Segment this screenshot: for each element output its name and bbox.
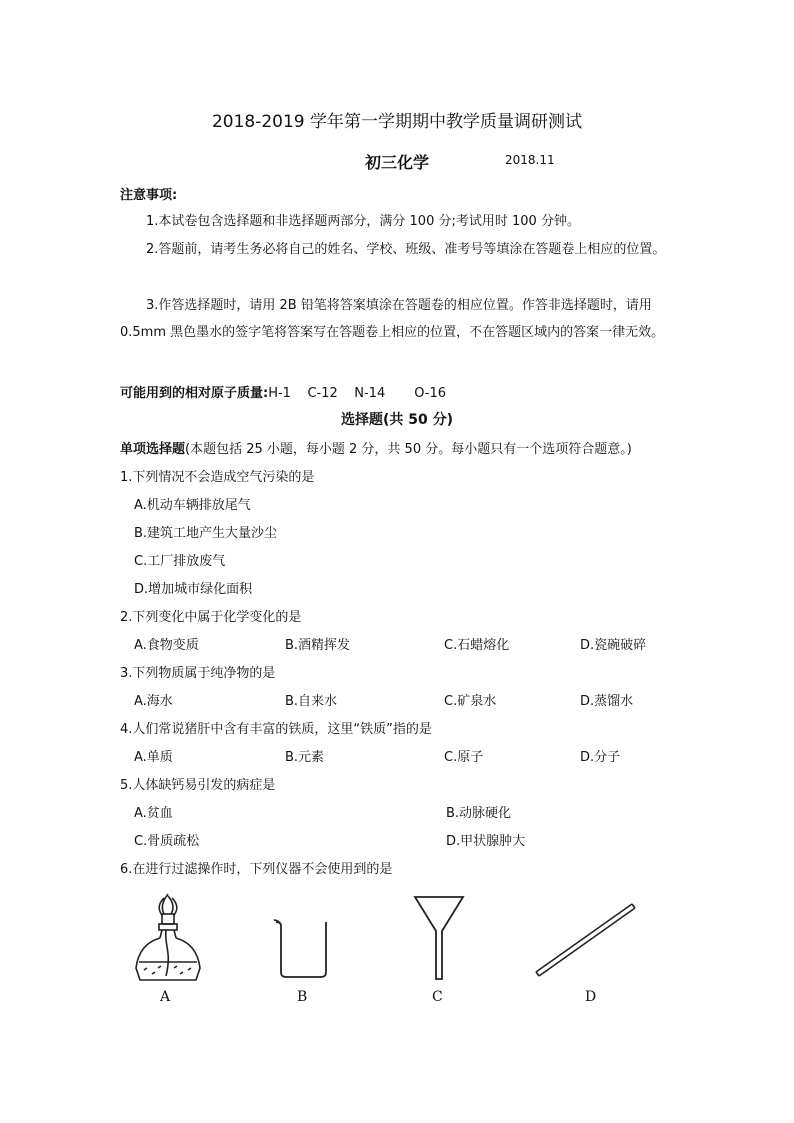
notice-item-3: 3.作答选择题时，请用 2B 铅笔将答案填涂在答题卷的相应位置。作答非选择题时，请用 0.5mm 黑色墨水的签字笔将答案写在答题卷上相应的位置，不在答题区域内的答案一律无效。 xyxy=(120,298,665,340)
exam-title: 2018-2019 学年第一学期期中教学质量调研测试 xyxy=(211,112,583,132)
question-1-option-c: C.工厂排放废气 xyxy=(134,554,226,569)
question-4-option-c: C.原子 xyxy=(444,750,484,765)
figure-label-c: C xyxy=(432,989,443,1005)
question-4-option-a: A.单质 xyxy=(134,750,173,765)
question-3-option-c: C.矿泉水 xyxy=(444,694,497,709)
question-4-option-b: B.元素 xyxy=(285,750,325,765)
question-1-stem: 1.下列情况不会造成空气污染的是 xyxy=(120,470,315,485)
question-5-option-a: A.贫血 xyxy=(134,806,173,821)
question-5-option-b: B.动脉硬化 xyxy=(446,806,512,821)
question-1-option-d: D.增加城市绿化面积 xyxy=(134,582,253,597)
question-1-option-b: B.建筑工地产生大量沙尘 xyxy=(134,526,278,541)
question-5-option-d: D.甲状腺肿大 xyxy=(446,834,526,849)
glass-rod-icon xyxy=(532,900,640,980)
question-3-option-a: A.海水 xyxy=(134,694,173,709)
question-3-option-b: B.自来水 xyxy=(285,694,338,709)
alcohol-lamp-icon xyxy=(128,890,208,985)
question-6-stem: 6.在进行过滤操作时，下列仪器不会使用到的是 xyxy=(120,862,393,877)
notice-heading: 注意事项: xyxy=(120,188,178,203)
question-5-stem: 5.人体缺钙易引发的病症是 xyxy=(120,778,276,793)
figure-label-a: A xyxy=(160,989,171,1005)
question-5-option-c: C.骨质疏松 xyxy=(134,834,200,849)
instruction-bold: 单项选择题 xyxy=(120,442,186,457)
section-instruction xyxy=(120,438,632,457)
question-2-option-a: A.食物变质 xyxy=(134,638,199,653)
funnel-icon xyxy=(412,893,466,981)
question-3-option-d: D.蒸馏水 xyxy=(580,694,634,709)
question-2-option-b: B.酒精挥发 xyxy=(285,638,351,653)
question-4-stem: 4.人们常说猪肝中含有丰富的铁质，这里“铁质”指的是 xyxy=(120,722,432,737)
exam-date: 2018.11 xyxy=(505,153,555,167)
question-3-stem: 3.下列物质属于纯净物的是 xyxy=(120,666,276,681)
atomic-mass-values: H-1 C-12 N-14 O-16 xyxy=(268,386,447,401)
atomic-mass-label: 可能用到的相对原子质量: xyxy=(120,386,269,401)
question-2-option-c: C.石蜡熔化 xyxy=(444,638,510,653)
subject-title: 初三化学 xyxy=(365,153,430,172)
section-title: 选择题(共 50 分) xyxy=(340,412,454,428)
question-4-option-d: D.分子 xyxy=(580,750,621,765)
notice-item-1: 1.本试卷包含选择题和非选择题两部分，满分 100 分;考试用时 100 分钟。 xyxy=(146,214,580,229)
question-2-stem: 2.下列变化中属于化学变化的是 xyxy=(120,610,302,625)
notice-item-2: 2.答题前，请考生务必将自己的姓名、学校、班级、准考号等填涂在答题卷上相应的位置。 xyxy=(146,242,666,257)
figure-label-d: D xyxy=(585,989,597,1005)
instruction-text: (本题包括 25 小题，每小题 2 分，共 50 分。每小题只有一个选项符合题意。) xyxy=(185,442,632,457)
question-2-option-d: D.瓷碗破碎 xyxy=(580,638,647,653)
figure-label-b: B xyxy=(297,989,308,1005)
question-1-option-a: A.机动车辆排放尾气 xyxy=(134,498,251,513)
beaker-icon xyxy=(272,918,332,980)
atomic-mass-line xyxy=(120,382,446,401)
